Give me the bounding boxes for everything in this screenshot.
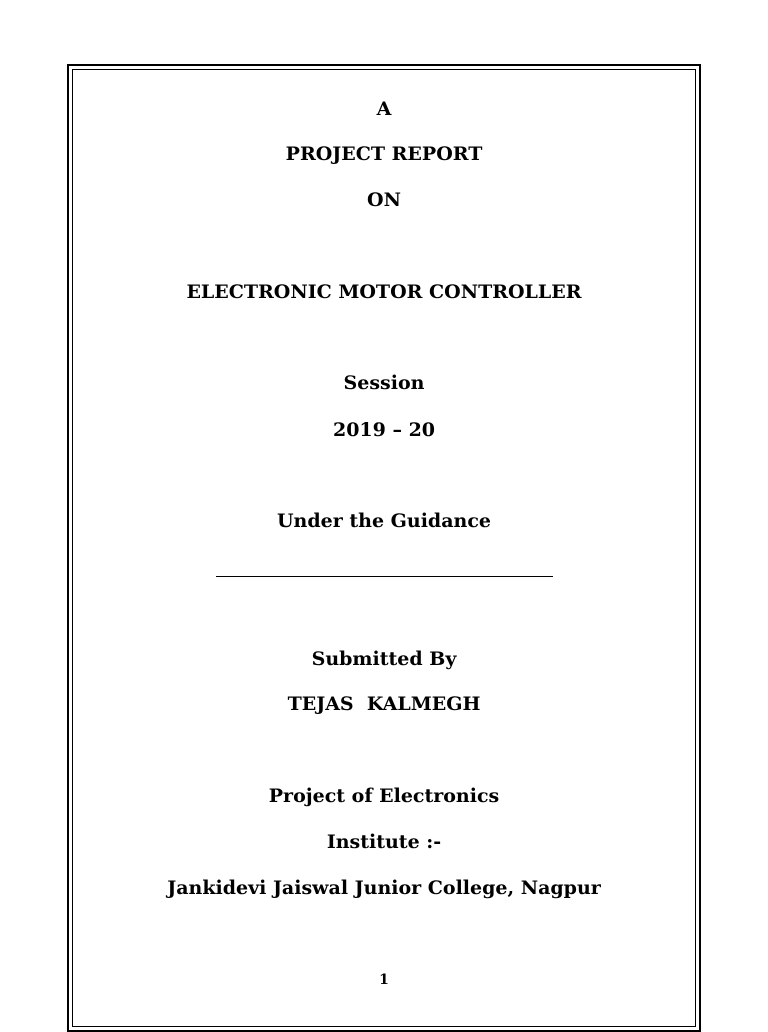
guidance-label: Under the Guidance (276, 510, 491, 532)
project-report-heading: PROJECT REPORT (285, 143, 483, 165)
submitted-by-label: Submitted By (311, 648, 457, 670)
project-type: Project of Electronics (268, 785, 500, 807)
institute-name: Jankidevi Jaiswal Junior College, Nagpur (167, 877, 601, 899)
guide-name-blank-line (216, 576, 553, 577)
page-number: 1 (379, 972, 389, 988)
session-label: Session (343, 372, 425, 394)
institute-label: Institute :- (326, 831, 442, 853)
project-title: ELECTRONIC MOTOR CONTROLLER (186, 281, 582, 303)
author-name: TEJAS KALMEGH (287, 693, 481, 715)
session-years: 2019 – 20 (332, 419, 436, 441)
line-a: A (376, 98, 392, 120)
on-heading: ON (367, 189, 401, 211)
